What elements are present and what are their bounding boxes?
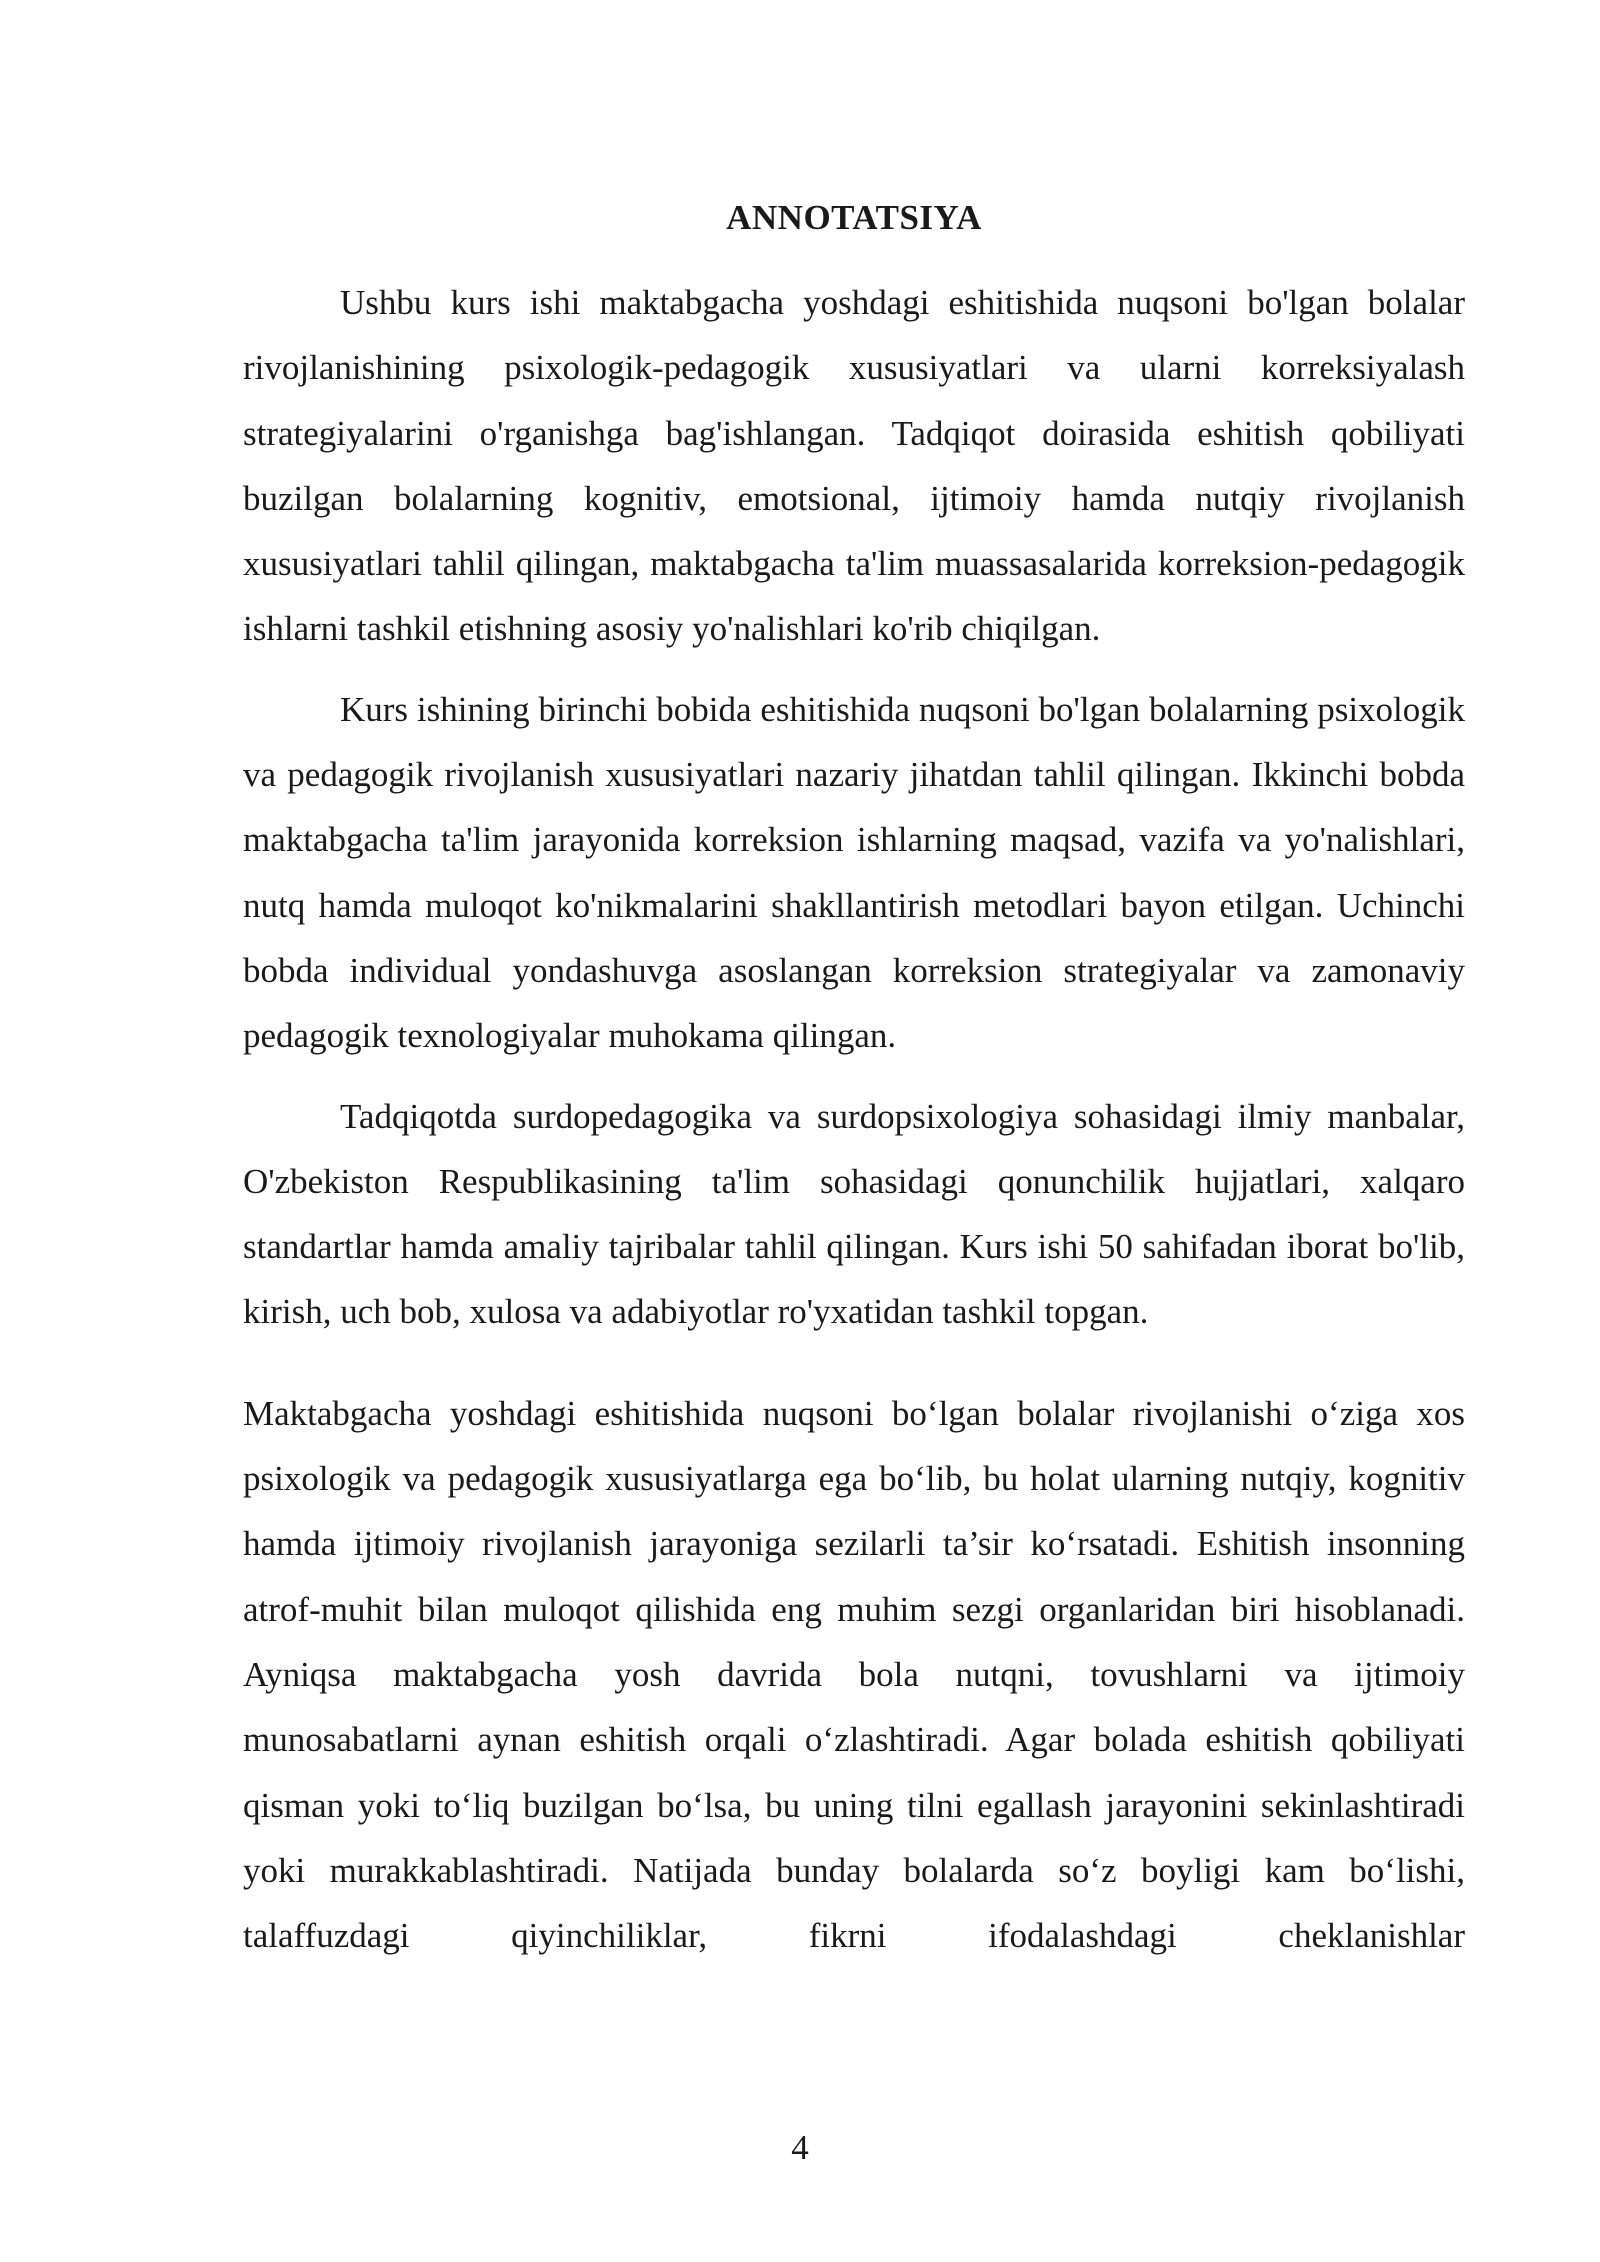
body-paragraph-2: Kurs ishining birinchi bobida eshitishida nuqsoni bo'lgan bolalarning psixologik va pedagogik rivojlanish xususiyatlari nazariy jihatdan tahlil qilingan. Ikkinchi bobda maktabgacha ta'lim jarayonida korreksion ishlarning maqsad, vazifa va yo'nalishlari, nutq hamda muloqot ko'nikmalarini shakllantirish metodlari bayon etilgan. Uchinchi bobda individual yondashuvga asoslangan korreksion strategiyalar va zamonaviy pedagogik texnologiyalar muhokama qilingan. <box>243 689 1465 1056</box>
body-paragraph-4: Maktabgacha yoshdagi eshitishida nuqsoni bo‘lgan bolalar rivojlanishi o‘ziga xos psixologik va pedagogik xususiyatlarga ega bo‘lib, bu holat ularning nutqiy, kognitiv hamda ijtimoiy rivojlanish jarayoniga sezilarli ta’sir ko‘rsatadi. Eshitish insonning atrof-muhit bilan muloqot qilishida eng muhim sezgi organlaridan biri hisoblanadi. Ayniqsa maktabgacha yosh davrida bola nutqni, tovushlarni va ijtimoiy munosabatlarni aynan eshitish orqali o‘zlashtiradi. Agar bolada eshitish qobiliyati qisman yoki to‘liq buzilgan bo‘lsa, bu uning tilni egallash jarayonini sekinlashtiradi yoki murakkablashtiradi. Natijada bunday bolalarda so‘z boyligi kam bo‘lishi, talaffuzdagi qiyinchiliklar, fikrni ifodalashdagi cheklanishlar <box>243 1393 1465 1956</box>
page-title: ANNOTATSIYA <box>726 198 982 237</box>
body-paragraph-3: Tadqiqotda surdopedagogika va surdopsixologiya sohasidagi ilmiy manbalar, O'zbekiston Respublikasining ta'lim sohasidagi qonunchilik hujjatlari, xalqaro standartlar hamda amaliy tajribalar tahlil qilingan. Kurs ishi 50 sahifadan iborat bo'lib, kirish, uch bob, xulosa va adabiyotlar ro'yxatidan tashkil topgan. <box>243 1096 1465 1332</box>
body-paragraph-1: Ushbu kurs ishi maktabgacha yoshdagi eshitishida nuqsoni bo'lgan bolalar rivojlanishining psixologik-pedagogik xususiyatlari va ularni korreksiyalash strategiyalarini o'rganishga bag'ishlangan. Tadqiqot doirasida eshitish qobiliyati buzilgan bolalarning kognitiv, emotsional, ijtimoiy hamda nutqiy rivojlanish xususiyatlari tahlil qilingan, maktabgacha ta'lim muassasalarida korreksion-pedagogik ishlarni tashkil etishning asosiy yo'nalishlari ko'rib chiqilgan. <box>243 283 1465 649</box>
page-content <box>243 188 1465 1968</box>
page-number: 4 <box>791 2128 809 2167</box>
